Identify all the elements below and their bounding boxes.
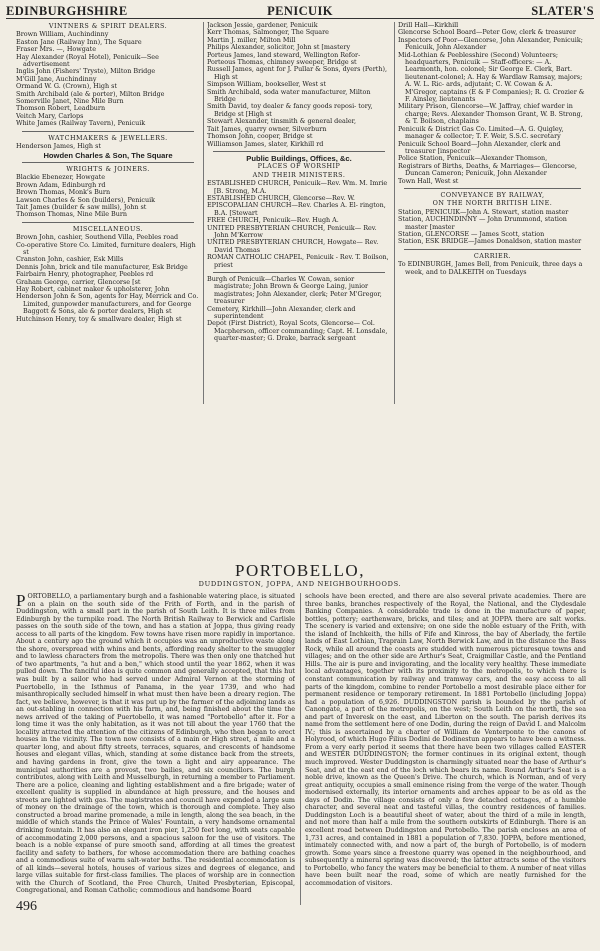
directory-entry: Inglis John (Fishers' Tryste), Milton Bridge (16, 67, 156, 76)
directory-entry: Martin J. miller, Milton Mill (207, 35, 296, 44)
officials-column (398, 22, 587, 404)
directory-entry: Brown William, Auchindinny (16, 30, 109, 39)
section-divider (404, 188, 581, 189)
directory-entry: EPISCOPALIAN CHURCH—Rev. Charles A. El- rington, B.A. [Stewart (207, 201, 386, 217)
section-heading: CONVEYANCE BY RAILWAY, (440, 190, 545, 199)
directory-entry: To EDINBURGH, James Bell, from Penicuik, three days a week, and to DALKEITH on Tuesdays (398, 260, 583, 276)
directory-entry: Somerville Janet, Nine Mile Burn (16, 97, 124, 106)
description-right: schools have been erected, and there are also several private academies. There are three banks, branches respectively of the Royal, the National, and the Clydesdale Banking Companies. A considerable trade is done in the manufacture of paper, bottles, pottery; earthenware, bricks, and tiles; and at JOPPA there are salt works. The scenery is varied and extensive; on one side the noble estuary of the Frith, with the island of Inchkeith, the hills of Fife and Kinross, the bay of Aberlady, the fertile lands of East Lothian, Traprain Law, North Berwick Law, and in the distance the Bass Rock, while all around the coasts are studded with numerous picturesque towns and villages; and on the other side are Arthur's Seat, Craigmillar Castle, and the Pentland Hills. The air is pure and invigorating, and the locality very healthy. These immediate local advantages, together with its proximity to the metropolis, to which there is constant communication by railway and tramway cars, and the easy access to all parts of the kingdom, combine to render Portobello a most desirable place either for permanent residence or temporary retirement. In 1881 Portobello (including Joppa) had a population of 6,926. DUDDINGSTON parish is bounded by the parish of Canongate, a part of the metropolis, on the west; South Leith on the north, the sea and part of Inveresk on the east, and Liberton on the south. The parish derives its name from the settlement here of one Dodin, during the reign of David I. and Malcolm IV.; this is ascertained by a charter of William de Venterponte to the canons of Holyrood, of which Hugo Filius Dodini de Dodinestun appears to have been a witness. From a very early period it seems that there have been two villages called EASTER and WESTER DUDDINGSTON; the former continues in its original extent, though much improved. Wester Duddingston is charmingly situated near the base of Arthur's Seat, and at the east end of the loch which bears its name. Round Arthur's Seat is a noble drive, known as the Queen's Drive. The church, which is Norman, and of very great antiquity, occupies a small eminence rising from the verge of the water. Though modernised externally, its interior ornaments and arches appear to be as old as the days of Dodin. The village consists of only a few detached cottages, of a humble character, and several neat and tasteful villas, the country residences of families. Duddingston Loch is a beautiful sheet of water, about the third of a mile in length, and not more than half a mile from the southern outskirts of Edinburgh. There is an excellent road between Duddingston and Portobello. The parish encloses an area of 1,731 acres, and contained in 1881 a population of 7,830. JOPPA, before mentioned, intimately connected with, and now a part of, the burgh of Portobello, is of modern growth. Some years since a freestone quarry was opened in the neighbourhood, and subsequently a mineral spring was discovered; the latter attracts some of the visitors to Portobello, who fancy the waters may be beneficial to them. A number of neat villas have been built near the road, some of which are neatly furnished for the accommodation of visitors. (305, 593, 586, 887)
directory-entry: Thomson Robert, Leadburn (16, 104, 106, 113)
directory-entry: Smith Archibald, soda water manufacturer, Milton Bridge (207, 87, 371, 104)
directory-entry: Penicuik & District Gas Co. Limited—A. G. Quigley, manager & collector; T. F. Weir, S.S.C. secretary (398, 124, 564, 141)
directory-entry: Easton Jane (Railway Inn), The Square (16, 37, 142, 46)
directory-entry: Registrars of Births, Deaths, & Marriages— Glencorse, Duncan Cameron; Penicuik, John Alexander (398, 161, 577, 178)
directory-entry: Station, AUCHINDINNY — John Drummond, station master [master (398, 215, 567, 231)
section-heading: WRIGHTS & JOINERS. (66, 164, 150, 173)
section-heading: Public Buildings, Offices, &c. (246, 153, 352, 163)
column-rule (394, 22, 395, 404)
directory-entry: Blackie Ebenezer, Howgate (16, 173, 105, 182)
trades-column-1 (16, 22, 200, 404)
directory-entry: UNITED PRESBYTERIAN CHURCH, Howgate— Rev. David Thomas (207, 238, 379, 254)
drop-cap: P (16, 593, 26, 610)
directory-entry: Station, GLENCORSE — James Scott, station (398, 229, 545, 238)
directory-entry: Hay Alexander (Royal Hotel), Penicuik—See advertisement (16, 52, 159, 69)
directory-entry: Burgh of Penicuik—Charles W. Cowan, senior magistrate; John Brown & George Laing, junior magistrates; John Alexander, clerk; Peter M'Gregor, treasurer (207, 275, 382, 306)
header-town: PENICUIK (267, 4, 333, 18)
directory-entry: Philips Alexander, solicitor, John st [mastery (207, 43, 351, 52)
directory-entry: Police Station, Penicuik—Alexander Thomson, (398, 154, 548, 163)
directory-entry: Williamson James, slater, Kirkhill rd (207, 139, 324, 148)
section-heading: ON THE NORTH BRITISH LINE. (432, 199, 553, 208)
running-header (6, 4, 594, 19)
page-number: 496 (16, 899, 37, 914)
section-divider (213, 272, 385, 273)
directory-entry: Station, ESK BRIDGE—James Donaldson, station master (398, 237, 582, 246)
section-heading: Howden Charles & Son, The Square (43, 150, 173, 160)
directory-entry: Mid-Lothian & Peeblesshire (Second) Volunteers; headquarters, Penicuik — Staff-officers: — A. Learmonth, hon. colonel; Sir George E. Clerk, Bart. lieutenant-colonel; A. Hay & Wardlaw Ramsay, majors; A. W. L. Ric- ards, adjutant; C. W. Cowan & A. M'Gregor, captains (E & F Companies); R. G. Crozier & F. Ainsley, lieutenants (398, 50, 585, 104)
directory-entry: Porteous Thomas, chimney sweeper, Bridge st (207, 58, 357, 67)
directory-entry: Dennis John, brick and tile manufacturer, Esk Bridge (16, 262, 188, 271)
directory-entry: Henderson James, High st (16, 142, 101, 151)
directory-entry: Inspectors of Poor—Glencorse, John Alexander, Penicuik; Penicuik, John Alexander (398, 35, 583, 52)
directory-entry: Ormand W. G. (Crown), High st (16, 82, 117, 91)
directory-entry: Fairbairn Henry, photographer, Peebles rd (16, 270, 154, 279)
directory-entry: Military Prison, Glencorse—W. Jaffray, chief warder in charge; Revs. Alexander Thomson Grant, W. B. Strong, & T. Boilson, chaplains (398, 102, 583, 126)
directory-entry: Hutchinson Henry, toy & smallware dealer, High st (16, 314, 182, 323)
directory-entry: ESTABLISHED CHURCH, Glencorse—Rev. W. (207, 193, 355, 202)
directory-entry: Veitch Mary, Carlops (16, 111, 84, 120)
directory-entry: Kerr Thomas, Salmonger, The Square (207, 28, 329, 37)
section-heading: MISCELLANEOUS. (72, 224, 144, 233)
directory-entry: Brown Adam, Edinburgh rd (16, 180, 106, 189)
column-rule (300, 593, 301, 905)
directory-entry: Henderson John & Son, agents for Hay, Merrick and Co. Limited, gunpowder manufacturers, and for George Baggott & Sons, ale & porter dealers, High st (16, 292, 199, 316)
header-county: EDINBURGHSHIRE (6, 4, 128, 18)
section-divider (404, 249, 581, 250)
section-divider (213, 151, 385, 152)
directory-entry: Co-operative Store Co. Limited, furniture dealers, High st (16, 240, 196, 256)
directory-entry: White James (Railway Tavern), Penicuik (16, 119, 146, 128)
directory-entry: Tait James, quarry owner, Silverburn (207, 124, 327, 133)
section-divider (22, 162, 194, 163)
section-divider (22, 131, 194, 132)
directory-entry: Russell James, agent for J. Pullar & Sons, dyers (Perth), High st (207, 65, 387, 81)
directory-entry: FREE CHURCH, Penicuik—Rev. Hugh A. (207, 216, 339, 225)
directory-entry: Hay Robert, cabinet maker & upholsterer, John (16, 285, 170, 293)
section-heading: VINTNERS & SPIRIT DEALERS. (48, 22, 168, 30)
directory-entry: M'Gill Jane, Auchindinny (16, 74, 97, 83)
directory-entry: Graham George, carrier, Glencorse [st (16, 277, 141, 286)
directory-entry: Cemetery, Kirkhill—John Alexander, clerk and superintendent (207, 304, 356, 321)
directory-entry: Stewart Alexander, tinsmith & general dealer, (207, 117, 357, 126)
section-heading: AND THEIR MINISTERS. (252, 170, 346, 179)
column-rule (203, 22, 204, 404)
directory-entry: Station, PENICUIK—John A. Stewart, station master (398, 207, 569, 216)
directory-entry: Penicuik School Board—John Alexander, clerk and treasurer [inspector (398, 139, 561, 155)
directory-entry: ROMAN CATHOLIC CHAPEL, Penicuik - Rev. T. Boilson, priest (207, 253, 389, 269)
directory-entry: Drill Hall—Kirkhill (398, 22, 459, 29)
header-publisher: SLATER'S (531, 4, 594, 18)
directory-entry: Lawson Charles & Son (builders), Penicuik (16, 195, 156, 204)
section-subtitle: DUDDINGSTON, JOPPA, AND NEIGHBOURHOODS. (198, 580, 402, 588)
directory-entry: Smith Archibald (ale & porter), Milton Bridge (16, 89, 165, 98)
directory-entry: Town Hall, West st (398, 176, 459, 185)
directory-entry: Simpson William, bookseller, West st (207, 80, 326, 89)
directory-entry: Smith David, toy dealer & fancy goods reposi- tory, Bridge st [High st (207, 102, 373, 118)
directory-entry: Glencorse School Board—Peter Gow, clerk & treasurer (398, 28, 576, 37)
directory-entry: Porteus James, land steward, Wellington Refor- (207, 50, 361, 59)
section-heading: CARRIER. (473, 251, 512, 260)
section-heading: WATCHMAKERS & JEWELLERS. (48, 133, 168, 142)
directory-entry: Brown John, cashier, Southend Villa, Peebles road (16, 233, 179, 242)
description-left (16, 593, 295, 905)
directory-entry: Tait James (builder & saw mills), John st (16, 202, 147, 211)
section-title: PORTOBELLO, (235, 561, 365, 580)
directory-entry: Cranston John, cashier, Esk Mills (16, 255, 124, 264)
section-divider (22, 222, 194, 223)
directory-entry: Thomson John, cooper, Bridge st (207, 132, 313, 141)
trades-column-2 (207, 22, 391, 404)
directory-entry: Thomson Thomas, Nine Mile Burn (16, 210, 127, 219)
directory-entry: Depot (First District), Royal Scots, Glencorse— Col. Macpherson, officer commanding; Capt. H. Lonsdale, quarter-master; G. Drake, barrack sergeant (207, 319, 388, 343)
directory-entry: Fraser Mrs. —, Howgate (16, 45, 96, 54)
directory-entry: Brown Thomas, Monk's Burn (16, 188, 111, 197)
directory-entry: UNITED PRESBYTERIAN CHURCH, Penicuik— Rev. John M'Kerrow (207, 223, 377, 239)
description-left-text: ORTOBELLO, a parliamentary burgh and a fashionable watering place, is situated on a plain on the south side of the Frith of Forth, and in the parish of Duddingston, with a small part in the parish of South Leith. It is three miles from Edinburgh by the turnpike road. The North British Railway to Berwick and Carlisle passes on the south side of the town, and has a station at Joppa, thus giving ready access to all parts of the kingdom. Few towns have risen more rapidly in importance. About a century ago the ground which it occupies was an unproductive waste along the shore, overspread with whins and bents, affording ready shelter to the smuggler and to lawless characters from the metropolis. There was then only one thatched hut of two apartments, "a hut and a ben," which stood until the year 1862, when it was pulled down. The fanciful idea is quite common and generally accepted, that this hut was built by a sailor who had served under Admiral Vernon at the storming of Puertobello, in the Isthmus of Panama, in the year 1739, and who had misanthropically secluded himself in what must then have been a dreary region. The fact, we believe, however, is that it was put up by the farmer of the adjoining lands as an out-stabling in connection with his farm, and, being finished about the time the news arrived of the taking of Puertobello, it was named "Portobello" after it. For a long time it was the only habitation, as it was not till about the year 1760 that the locality attracted the attention of the citizens of Edinburgh, who then began to erect houses in the vicinity. The town now consists of a main or High street, a mile and a quarter long, and about fifty streets, terraces, squares, and crescents of handsome houses and elegant villas, which, standing at some distance back from the streets, and having gardens in front, give the town a light and airy appearance. The municipal authorities are a provost, two bailies, and six councillors. The burgh contributes, along with Leith and Musselburgh, in returning a member to Parliament. There are a police, cleaning and lighting establishment and a fire brigade; water of excellent quality is supplied in abundance at high pressure, and the houses and streets are lighted with gas. The magistrates and council have expended a large sum of money on the drainage of the town, which is thorough and complete. They also constructed a broad marine promenade, a mile in length, along the sea beach, in the middle of which stands the Prince of Wales' Fountain, a very handsome ornamental drinking fountain. It has also an elegant iron pier, 1,250 feet long, with seats capable of accommodating 2,000 persons, and a spacious saloon for the use of visitors. The beach is a noble expanse of pure smooth sand, affording at all times the greatest facility and safety to bathers, for whose accommodation there are bathing coaches and a commodious suite of warm salt-water baths. The residential accommodation is of all kinds—several hotels, houses of various sizes and degrees of elegance, and large villas suitable for first-class families. The places of worship are in connection with the Church of Scotland, the Free Church, United Presbyterian, Episcopal, Congregational, and Roman Catholic; commodious and handsome Board (16, 593, 295, 895)
directory-entry: ESTABLISHED CHURCH, Penicuik—Rev. Wm. M. Imrie [B. Strong, M.A. (207, 179, 388, 195)
section-heading: PLACES OF WORSHIP (257, 162, 341, 171)
directory-entry: Jackson Jessie, gardener, Penicuik (207, 22, 318, 29)
